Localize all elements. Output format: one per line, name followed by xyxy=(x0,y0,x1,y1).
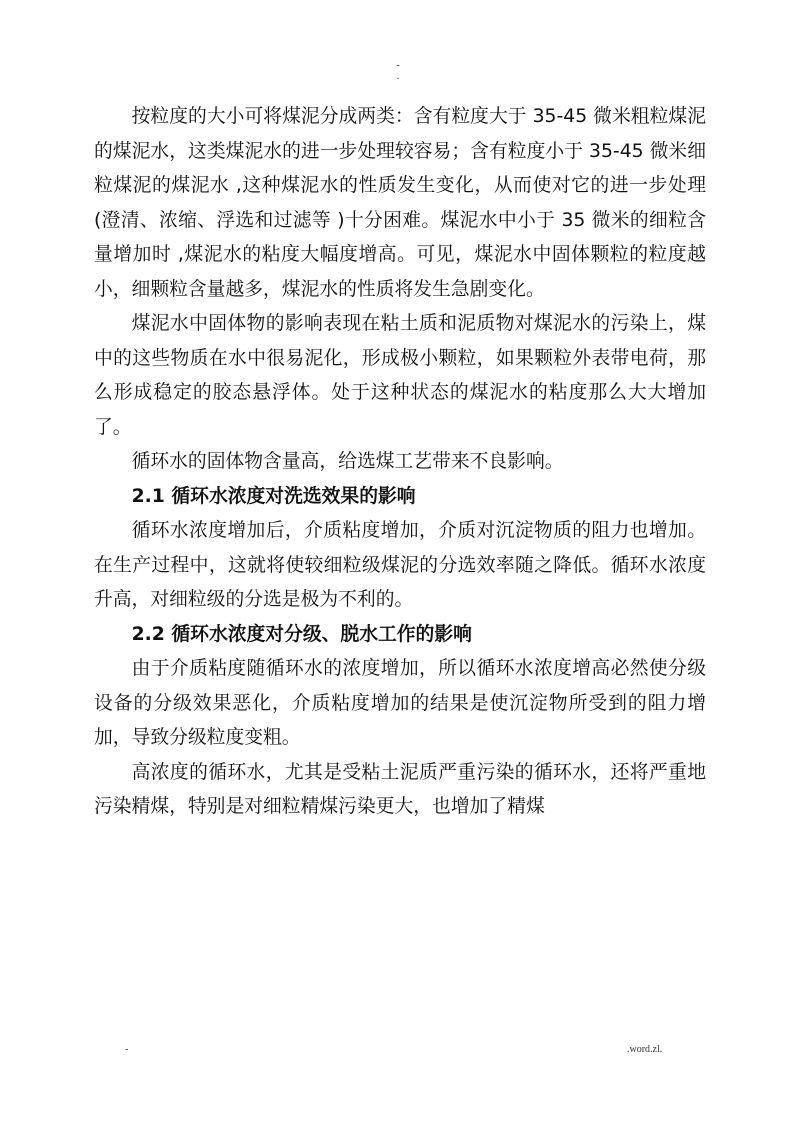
section-heading-2-2: 2.2 循环水浓度对分级、脱水工作的影响 xyxy=(131,623,472,645)
paragraph-section-2-1: 循环水浓度增加后，介质粘度增加，介质对沉淀物质的阻力也增加。在生产过程中，这就将使较细粒级煤泥的分选效率随之降低。循环水浓度升高，对细粒级的分选是极为不利的。 xyxy=(94,520,706,610)
footer-right-mark: .word.zl. xyxy=(627,1044,663,1055)
paragraph-coal-slime-classification: 按粒度的大小可将煤泥分成两类：含有粒度大于 35-45 微米粗粒煤泥的煤泥水，这类煤泥水的进一步处理较容易；含有粒度小于 35-45 微米细粒煤泥的煤泥水 ,这种煤泥水的性质发生变化，从而使对它的进一步处理 (澄清、浓缩、浮选和过滤等 )十分困难。煤泥水中小于 35 微米的细粒含量增加时 ,煤泥水的粘度大幅度增高。可见，煤泥水中固体颗粒的粒度越小，细颗粒含量越多，煤泥水的性质将发生急剧变化。 xyxy=(94,106,706,300)
section-heading-2-1: 2.1 循环水浓度对洗选效果的影响 xyxy=(131,485,416,507)
paragraph-solids-influence: 煤泥水中固体物的影响表现在粘土质和泥质物对煤泥水的污染上，煤中的这些物质在水中很易泥化，形成极小颗粒，如果颗粒外表带电荷，那么形成稳定的胶态悬浮体。处于这种状态的煤泥水的粘度那么大大增加了。 xyxy=(94,313,706,438)
paragraph-section-2-2-a: 由于介质粘度随循环水的浓度增加，所以循环水浓度增高必然使分级设备的分级效果恶化，介质粘度增加的结果是使沉淀物所受到的阻力增加，导致分级粒度变粗。 xyxy=(94,658,706,748)
header-dash: - xyxy=(396,60,400,71)
header-dot: . xyxy=(396,71,400,82)
page-header-mark xyxy=(393,60,403,82)
footer-left-mark: - xyxy=(125,1044,129,1055)
paragraph-circulating-water-effect: 循环水的固体物含量高，给选煤工艺带来不良影响。 xyxy=(131,451,564,472)
paragraph-section-2-2-b: 高浓度的循环水，尤其是受粘土泥质严重污染的循环水，还将严重地污染精煤，特别是对细粒精煤污染更大，也增加了精煤 xyxy=(94,761,706,817)
document-body xyxy=(94,100,706,825)
